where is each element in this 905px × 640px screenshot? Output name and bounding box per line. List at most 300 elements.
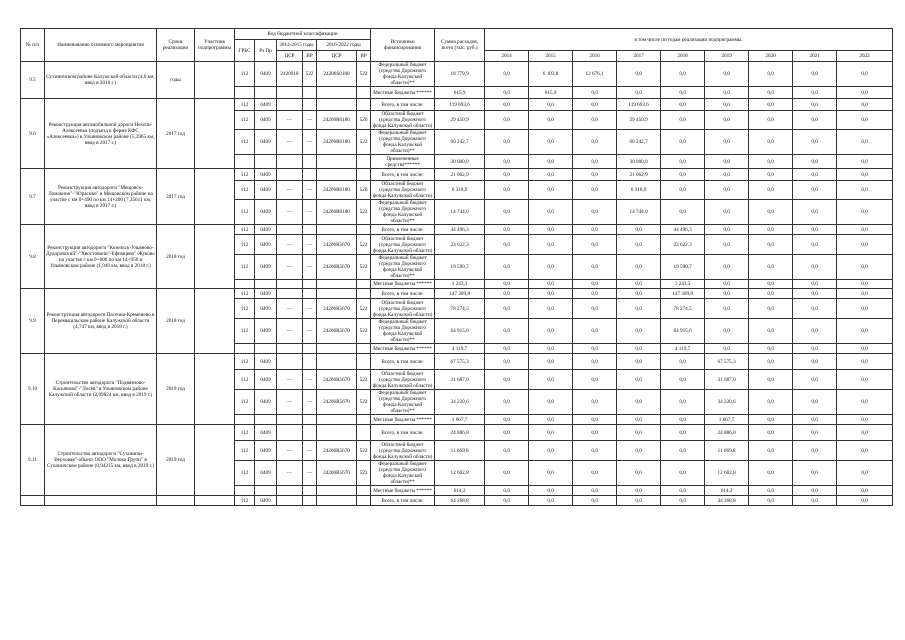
vr-2014-cell <box>303 496 317 506</box>
year-value-cell: 12 602,8 <box>705 461 749 486</box>
rzpr-cell <box>255 280 277 289</box>
year-value-cell: 119 693,6 <box>617 99 661 111</box>
csr-2014-cell <box>277 496 303 506</box>
year-value-cell: 0,0 <box>837 441 893 461</box>
grbs-cell: 112 <box>235 111 255 130</box>
source-cell: Федеральный бюджет (средства Дорожного фонда Калужской области)** <box>371 255 435 280</box>
vr-2014-cell <box>303 354 317 370</box>
year-value-cell: 0,0 <box>749 255 793 280</box>
participant-cell <box>195 289 235 354</box>
year-value-cell: 0,0 <box>485 111 529 130</box>
total-cell: 29 450,9 <box>435 111 485 130</box>
year-value-cell: 0,0 <box>617 255 661 280</box>
source-cell: Местные бюджеты ****** <box>371 486 435 496</box>
year-value-cell: 0,0 <box>705 181 749 200</box>
total-cell: 614,2 <box>435 486 485 496</box>
year-value-cell: 0,0 <box>485 370 529 390</box>
year-value-cell: 0,0 <box>573 99 617 111</box>
vr-2014-cell: 522 <box>303 62 317 87</box>
year-value-cell: 11 669,8 <box>705 441 749 461</box>
header-year: 2020 <box>749 51 793 62</box>
header-period-2014: 2014-2015 годы <box>277 40 317 51</box>
year-value-cell: 0,0 <box>529 99 573 111</box>
year-value-cell: 0,0 <box>793 319 837 344</box>
year-value-cell: 34 220,6 <box>705 390 749 415</box>
year-value-cell: 0,0 <box>529 155 573 169</box>
year-value-cell: 0,0 <box>837 169 893 181</box>
csr-2014-cell <box>277 169 303 181</box>
year-value-cell: 0,0 <box>573 299 617 319</box>
grbs-cell: 112 <box>235 181 255 200</box>
header-terms: Сроки реализации <box>157 29 195 62</box>
year-value-cell: 0,0 <box>485 486 529 496</box>
vr-2014-cell <box>303 344 317 354</box>
year-value-cell: 0,0 <box>485 87 529 99</box>
implementation-term: 2017 год <box>157 169 195 225</box>
year-value-cell: 0,0 <box>705 319 749 344</box>
total-cell: 18 779,9 <box>435 62 485 87</box>
total-cell: 1 243,3 <box>435 280 485 289</box>
year-value-cell: 0,0 <box>573 289 617 299</box>
grbs-cell: 112 <box>235 255 255 280</box>
csr-2014-cell <box>277 354 303 370</box>
year-value-cell: 0,0 <box>573 200 617 225</box>
year-value-cell: 0,0 <box>837 235 893 255</box>
year-value-cell: 0,0 <box>705 280 749 289</box>
vr-2014-cell <box>303 425 317 441</box>
rzpr-cell: 0409 <box>255 370 277 390</box>
year-value-cell: 0,0 <box>485 235 529 255</box>
header-name: Наименование основного мероприятия <box>45 29 157 62</box>
year-value-cell: 0,0 <box>793 344 837 354</box>
source-cell: Федеральный бюджет (средства Дорожного фонда Калужской области)** <box>371 461 435 486</box>
year-value-cell: 24 886,8 <box>705 425 749 441</box>
header-vr: ВР <box>357 51 371 62</box>
year-value-cell: 0,0 <box>705 255 749 280</box>
grbs-cell <box>235 344 255 354</box>
year-value-cell: 0,0 <box>661 486 705 496</box>
vr-2014-cell <box>303 155 317 169</box>
year-value-cell: 0,0 <box>485 181 529 200</box>
year-value-cell: 0,0 <box>793 99 837 111</box>
year-value-cell: 0,0 <box>617 225 661 235</box>
year-value-cell: 44 268,8 <box>705 496 749 506</box>
csr-2016-cell: 24206R5670 <box>317 390 357 415</box>
header-year: 2016 <box>573 51 617 62</box>
csr-2016-cell <box>317 486 357 496</box>
vr-2016-cell <box>357 344 371 354</box>
year-value-cell: 44 496,3 <box>661 225 705 235</box>
total-cell: 34 220,6 <box>435 390 485 415</box>
year-value-cell: 0,0 <box>485 99 529 111</box>
year-value-cell: 31 687,0 <box>705 370 749 390</box>
csr-2016-cell: 24206R5670 <box>317 441 357 461</box>
total-cell: 64 915,6 <box>435 319 485 344</box>
source-cell: Федеральный бюджет (средства Дорожного фонда Калужской области)** <box>371 62 435 87</box>
year-value-cell: 0,0 <box>529 111 573 130</box>
grbs-cell: 112 <box>235 461 255 486</box>
csr-2016-cell: 24206R5670 <box>317 461 357 486</box>
rzpr-cell: 0409 <box>255 235 277 255</box>
year-value-cell: 0,0 <box>529 289 573 299</box>
year-value-cell: 0,0 <box>529 169 573 181</box>
year-value-cell: 0,0 <box>793 225 837 235</box>
total-cell: 615,9 <box>435 87 485 99</box>
year-value-cell: 0,0 <box>617 344 661 354</box>
vr-2014-cell <box>303 289 317 299</box>
source-cell: Федеральный бюджет (средства Дорожного фонда Калужской области)** <box>371 130 435 155</box>
total-cell: 60 242,7 <box>435 130 485 155</box>
year-value-cell: 0,0 <box>749 496 793 506</box>
year-value-cell: 0,0 <box>485 62 529 87</box>
rzpr-cell: 0409 <box>255 130 277 155</box>
year-value-cell: 0,0 <box>749 181 793 200</box>
year-value-cell: 0,0 <box>661 370 705 390</box>
csr-2016-cell: 24206R0180 <box>317 200 357 225</box>
year-value-cell: 0,0 <box>617 299 661 319</box>
year-value-cell: 0,0 <box>529 319 573 344</box>
year-value-cell: 0,0 <box>485 496 529 506</box>
year-value-cell: 0,0 <box>573 319 617 344</box>
header-classification: Код бюджетной классификации <box>235 29 371 40</box>
measure-name: Реконструкция автодороги Пасечна-Кременево в Перемышльском районе Калужской области (4,747 км, ввод в 2018 г.) <box>45 289 157 354</box>
year-value-cell: 0,0 <box>529 486 573 496</box>
total-cell: 30 000,0 <box>435 155 485 169</box>
source-cell: Всего, в том числе: <box>371 289 435 299</box>
vr-2016-cell <box>357 415 371 425</box>
year-value-cell: 6 103,8 <box>529 62 573 87</box>
year-value-cell: 0,0 <box>573 486 617 496</box>
csr-2016-cell: 24206R5670 <box>317 299 357 319</box>
year-value-cell: 0,0 <box>573 441 617 461</box>
rzpr-cell: 0409 <box>255 255 277 280</box>
year-value-cell: 19 590,7 <box>661 255 705 280</box>
year-value-cell: 0,0 <box>485 255 529 280</box>
year-value-cell: 0,0 <box>749 225 793 235</box>
year-value-cell: 0,0 <box>705 155 749 169</box>
vr-2014-cell: — <box>303 181 317 200</box>
vr-2014-cell <box>303 415 317 425</box>
vr-2014-cell <box>303 99 317 111</box>
year-value-cell: 0,0 <box>573 370 617 390</box>
year-value-cell: 0,0 <box>793 130 837 155</box>
year-value-cell: 0,0 <box>749 319 793 344</box>
year-value-cell: 0,0 <box>485 155 529 169</box>
rzpr-cell: 0409 <box>255 390 277 415</box>
year-value-cell: 6 318,9 <box>617 181 661 200</box>
year-value-cell: 0,0 <box>661 87 705 99</box>
csr-2016-cell <box>317 225 357 235</box>
year-value-cell: 0,0 <box>793 181 837 200</box>
year-value-cell: 0,0 <box>705 200 749 225</box>
year-value-cell: 0,0 <box>793 169 837 181</box>
year-value-cell: 0,0 <box>661 200 705 225</box>
rzpr-cell: 0409 <box>255 99 277 111</box>
year-value-cell: 0,0 <box>485 415 529 425</box>
grbs-cell: 112 <box>235 235 255 255</box>
year-value-cell: 0,0 <box>573 181 617 200</box>
year-value-cell: 0,0 <box>837 496 893 506</box>
source-cell: Областной бюджет (средства Дорожного фонда Калужской области) <box>371 299 435 319</box>
implementation-term: 2019 год <box>157 425 195 496</box>
year-value-cell: 0,0 <box>837 425 893 441</box>
year-value-cell: 0,0 <box>793 200 837 225</box>
year-value-cell: 0,0 <box>749 155 793 169</box>
year-value-cell: 0,0 <box>485 354 529 370</box>
csr-2016-cell <box>317 354 357 370</box>
csr-2014-cell <box>277 155 303 169</box>
table-row <box>21 169 893 181</box>
vr-2014-cell: — <box>303 235 317 255</box>
year-value-cell: 0,0 <box>705 111 749 130</box>
year-value-cell: 0,0 <box>573 354 617 370</box>
year-value-cell: 0,0 <box>529 299 573 319</box>
implementation-term: 2019 год <box>157 354 195 425</box>
year-value-cell: 0,0 <box>573 111 617 130</box>
year-value-cell: 0,0 <box>705 289 749 299</box>
year-value-cell: 0,0 <box>661 62 705 87</box>
csr-2016-cell <box>317 99 357 111</box>
vr-2016-cell <box>357 496 371 506</box>
year-value-cell: 0,0 <box>837 390 893 415</box>
year-value-cell: 0,0 <box>837 289 893 299</box>
vr-2016-cell: 522 <box>357 370 371 390</box>
csr-2014-cell <box>277 289 303 299</box>
year-value-cell: 0,0 <box>793 299 837 319</box>
year-value-cell: 0,0 <box>793 155 837 169</box>
header-year: 2018 <box>661 51 705 62</box>
csr-2014-cell: — <box>277 181 303 200</box>
year-value-cell: 0,0 <box>749 130 793 155</box>
vr-2014-cell: — <box>303 390 317 415</box>
year-value-cell: 0,0 <box>793 111 837 130</box>
year-value-cell: 0,0 <box>617 235 661 255</box>
grbs-cell: 112 <box>235 62 255 87</box>
csr-2014-cell <box>277 486 303 496</box>
year-value-cell: 0,0 <box>485 280 529 289</box>
year-value-cell: 0,0 <box>749 461 793 486</box>
year-value-cell: 67 575,3 <box>705 354 749 370</box>
year-value-cell: 0,0 <box>573 155 617 169</box>
rzpr-cell: 0409 <box>255 181 277 200</box>
year-value-cell: 0,0 <box>529 200 573 225</box>
year-value-cell: 1 667,7 <box>705 415 749 425</box>
year-value-cell: 0,0 <box>485 344 529 354</box>
implementation-term <box>157 496 195 506</box>
total-cell: 19 590,7 <box>435 255 485 280</box>
grbs-cell: 112 <box>235 370 255 390</box>
vr-2014-cell: — <box>303 255 317 280</box>
total-cell: 31 687,0 <box>435 370 485 390</box>
year-value-cell: 0,0 <box>749 62 793 87</box>
year-value-cell: 0,0 <box>749 390 793 415</box>
vr-2014-cell: — <box>303 441 317 461</box>
year-value-cell: 0,0 <box>617 461 661 486</box>
source-cell: Привлеченные средства****** <box>371 155 435 169</box>
grbs-cell: 112 <box>235 319 255 344</box>
vr-2016-cell <box>357 155 371 169</box>
rzpr-cell: 0409 <box>255 319 277 344</box>
rzpr-cell <box>255 155 277 169</box>
csr-2016-cell: 24206R5670 <box>317 235 357 255</box>
csr-2014-cell: — <box>277 370 303 390</box>
vr-2016-cell <box>357 354 371 370</box>
year-value-cell: 0,0 <box>573 255 617 280</box>
year-value-cell: 0,0 <box>749 370 793 390</box>
year-value-cell: 0,0 <box>705 225 749 235</box>
year-value-cell: 0,0 <box>705 87 749 99</box>
year-value-cell: 0,0 <box>661 425 705 441</box>
grbs-cell: 112 <box>235 130 255 155</box>
rzpr-cell: 0409 <box>255 354 277 370</box>
year-value-cell: 0,0 <box>529 496 573 506</box>
header-period-2016: 2016-2022 годы <box>317 40 371 51</box>
measure-name: Строительство автодороги "Сухиничи-Верховая"-объект ООО "Молоко Групп" в Сухиничском районе (0,94215 км, ввод в 2019 г.) <box>45 425 157 496</box>
header-year: 2021 <box>793 51 837 62</box>
csr-2014-cell <box>277 415 303 425</box>
year-value-cell: 0,0 <box>793 354 837 370</box>
vr-2016-cell <box>357 169 371 181</box>
source-cell: Областной бюджет (средства Дорожного фонда Калужской области) <box>371 370 435 390</box>
year-value-cell: 0,0 <box>573 425 617 441</box>
year-value-cell: 60 242,7 <box>617 130 661 155</box>
year-value-cell: 0,0 <box>837 299 893 319</box>
year-value-cell: 0,0 <box>485 289 529 299</box>
year-value-cell: 0,0 <box>793 441 837 461</box>
csr-2016-cell <box>317 289 357 299</box>
year-value-cell: 21 062,9 <box>617 169 661 181</box>
vr-2016-cell: 522 <box>357 441 371 461</box>
year-value-cell: 0,0 <box>529 354 573 370</box>
vr-2014-cell <box>303 225 317 235</box>
year-value-cell: 0,0 <box>749 99 793 111</box>
vr-2016-cell: 522 <box>357 390 371 415</box>
grbs-cell: 112 <box>235 354 255 370</box>
csr-2014-cell: — <box>277 319 303 344</box>
grbs-cell <box>235 155 255 169</box>
year-value-cell: 0,0 <box>617 441 661 461</box>
header-year: 2017 <box>617 51 661 62</box>
total-cell: 44 496,3 <box>435 225 485 235</box>
row-number: 9.11 <box>21 425 45 496</box>
year-value-cell: 0,0 <box>793 390 837 415</box>
implementation-term: 2018 год <box>157 225 195 289</box>
year-value-cell: 0,0 <box>749 280 793 289</box>
year-value-cell: 0,0 <box>661 415 705 425</box>
source-cell: Федеральный бюджет (средства Дорожного фонда Калужской области)** <box>371 200 435 225</box>
year-value-cell: 0,0 <box>573 390 617 415</box>
source-cell: Всего, в том числе: <box>371 354 435 370</box>
year-value-cell: 0,0 <box>793 87 837 99</box>
year-value-cell: 0,0 <box>529 255 573 280</box>
participant-cell <box>195 354 235 425</box>
rzpr-cell: 0409 <box>255 169 277 181</box>
participant-cell <box>195 169 235 225</box>
header-rzpr: Рз Пр <box>255 40 277 62</box>
vr-2016-cell: 520 <box>357 181 371 200</box>
rzpr-cell: 0409 <box>255 289 277 299</box>
year-value-cell: 0,0 <box>705 169 749 181</box>
header-vr: ВР <box>303 51 317 62</box>
year-value-cell: 0,0 <box>749 299 793 319</box>
participant-cell <box>195 425 235 496</box>
year-value-cell: 0,0 <box>749 169 793 181</box>
year-value-cell: 0,0 <box>837 111 893 130</box>
vr-2014-cell: — <box>303 461 317 486</box>
csr-2014-cell: — <box>277 200 303 225</box>
year-value-cell: 0,0 <box>617 370 661 390</box>
vr-2016-cell <box>357 289 371 299</box>
table-row <box>21 225 893 235</box>
header-total: Сумма расходов, всего (тыс. руб.) <box>435 29 485 62</box>
csr-2014-cell <box>277 425 303 441</box>
participant-cell <box>195 99 235 169</box>
rzpr-cell: 0409 <box>255 200 277 225</box>
header-year: 2014 <box>485 51 529 62</box>
year-value-cell: 0,0 <box>837 354 893 370</box>
csr-2014-cell <box>277 344 303 354</box>
source-cell: Местные бюджеты ****** <box>371 344 435 354</box>
grbs-cell: 112 <box>235 289 255 299</box>
year-value-cell: 0,0 <box>573 169 617 181</box>
year-value-cell: 0,0 <box>617 87 661 99</box>
csr-2016-cell: 24206R0180 <box>317 181 357 200</box>
year-value-cell: 0,0 <box>793 255 837 280</box>
grbs-cell <box>235 87 255 99</box>
source-cell: Областной бюджет (средства Дорожного фонда Калужской области) <box>371 181 435 200</box>
year-value-cell: 0,0 <box>793 370 837 390</box>
funding-table <box>20 28 893 506</box>
source-cell: Всего, в том числе: <box>371 225 435 235</box>
header-participants: Участник подпрограммы <box>195 29 235 62</box>
csr-2014-cell: — <box>277 299 303 319</box>
grbs-cell <box>235 280 255 289</box>
csr-2016-cell <box>317 496 357 506</box>
year-value-cell: 0,0 <box>485 299 529 319</box>
header-num: № п/п <box>21 29 45 62</box>
year-value-cell: 0,0 <box>837 87 893 99</box>
year-value-cell: 0,0 <box>749 441 793 461</box>
year-value-cell: 0,0 <box>617 496 661 506</box>
grbs-cell: 112 <box>235 390 255 415</box>
measure-name: Строительство автодороги "Подвязново-Касьяново"-"Лосев" в Ульяновском районе Калужской области (2,09824 км, ввод в 2019 г.) <box>45 354 157 425</box>
grbs-cell <box>235 415 255 425</box>
csr-2016-cell: 24206R5670 <box>317 255 357 280</box>
rzpr-cell: 0409 <box>255 225 277 235</box>
year-value-cell: 0,0 <box>793 415 837 425</box>
csr-2014-cell: — <box>277 111 303 130</box>
table-row <box>21 354 893 370</box>
source-cell: Областной бюджет (средства Дорожного фонда Калужской области) <box>371 111 435 130</box>
vr-2016-cell <box>357 225 371 235</box>
row-number: 9.5 <box>21 62 45 99</box>
year-value-cell: 0,0 <box>485 319 529 344</box>
year-value-cell: 0,0 <box>705 62 749 87</box>
year-value-cell: 0,0 <box>573 225 617 235</box>
vr-2014-cell: — <box>303 299 317 319</box>
year-value-cell: 0,0 <box>793 289 837 299</box>
total-cell: 64 268,8 <box>435 496 485 506</box>
year-value-cell: 0,0 <box>617 289 661 299</box>
year-value-cell: 0,0 <box>837 225 893 235</box>
participant-cell <box>195 496 235 506</box>
measure-name: Сухиничском районе Калужской области (4,6 км, ввод в 2016 г.) <box>45 62 157 99</box>
grbs-cell: 112 <box>235 496 255 506</box>
table-row <box>21 425 893 441</box>
year-value-cell: 0,0 <box>573 280 617 289</box>
year-value-cell: 0,0 <box>485 390 529 415</box>
year-value-cell: 0,0 <box>529 461 573 486</box>
